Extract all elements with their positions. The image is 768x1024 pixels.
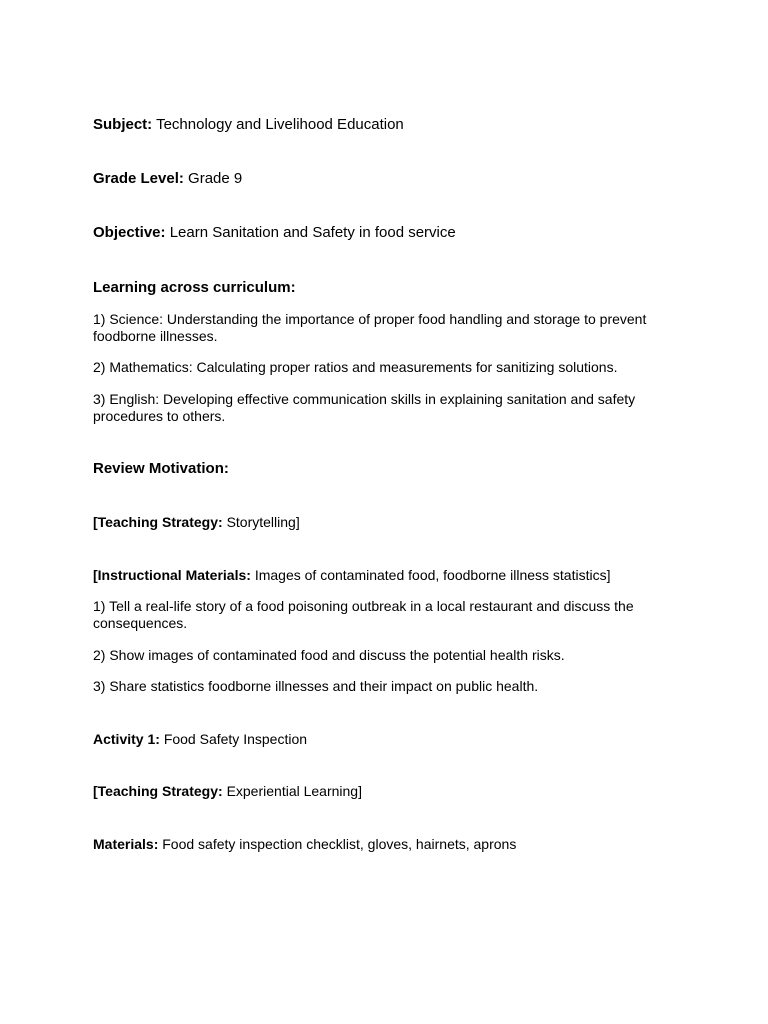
instructional-materials-label: Instructional Materials: <box>97 567 251 583</box>
teaching-strategy-value: Storytelling] <box>226 514 300 530</box>
review-teaching-strategy-line: [Teaching Strategy: Storytelling] <box>93 514 300 530</box>
materials-line <box>93 836 693 852</box>
subject-value: Technology and Livelihood Education <box>156 116 404 133</box>
grade-level-label: Grade Level: <box>93 170 184 187</box>
objective-value: Learn Sanitation and Safety in food service <box>169 224 456 241</box>
subject-label: Subject: <box>93 116 153 133</box>
instructional-materials-line: [Instructional Materials: Images of contaminated food, foodborne illness statistics] <box>93 567 611 583</box>
review-motivation-heading: Review Motivation: <box>93 460 229 477</box>
motivation-item-2: 2) Show images of contaminated food and discuss the potential health risks. <box>93 647 565 663</box>
curriculum-item-mathematics: 2) Mathematics: Calculating proper ratios and measurements for sanitizing solutions. <box>93 359 618 375</box>
instructional-materials-value: Images of contaminated food, foodborne illness statistics] <box>254 567 611 583</box>
teaching-strategy-label: Teaching Strategy: <box>97 514 223 530</box>
activity-teaching-strategy-label: Teaching Strategy: <box>97 783 223 799</box>
activity-1-value: Food Safety Inspection <box>163 731 308 747</box>
learning-across-curriculum-heading: Learning across curriculum: <box>93 279 296 296</box>
motivation-item-3: 3) Share statistics foodborne illnesses and their impact on public health. <box>93 678 539 694</box>
objective-label: Objective: <box>93 224 166 241</box>
activity-teaching-strategy-line: [Teaching Strategy: Experiential Learning] <box>93 783 362 799</box>
curriculum-item-english: 3) English: Developing effective communication skills in explaining sanitation and safety procedures to others. <box>93 391 636 424</box>
materials-label: Materials: <box>93 836 159 852</box>
curriculum-item-science: 1) Science: Understanding the importance of proper food handling and storage to prevent foodborne illnesses. <box>93 311 647 344</box>
activity-teaching-strategy-value: Experiential Learning] <box>226 783 362 799</box>
objective-line <box>93 224 693 241</box>
grade-level-line <box>93 170 693 187</box>
subject-line <box>93 116 693 133</box>
activity-1-label: Activity 1: <box>93 731 160 747</box>
materials-value: Food safety inspection checklist, gloves, hairnets, aprons <box>162 836 517 852</box>
activity-1-line <box>93 731 693 747</box>
grade-level-value: Grade 9 <box>188 170 243 187</box>
motivation-item-1: 1) Tell a real-life story of a food poisoning outbreak in a local restaurant and discuss the consequences. <box>93 598 634 631</box>
